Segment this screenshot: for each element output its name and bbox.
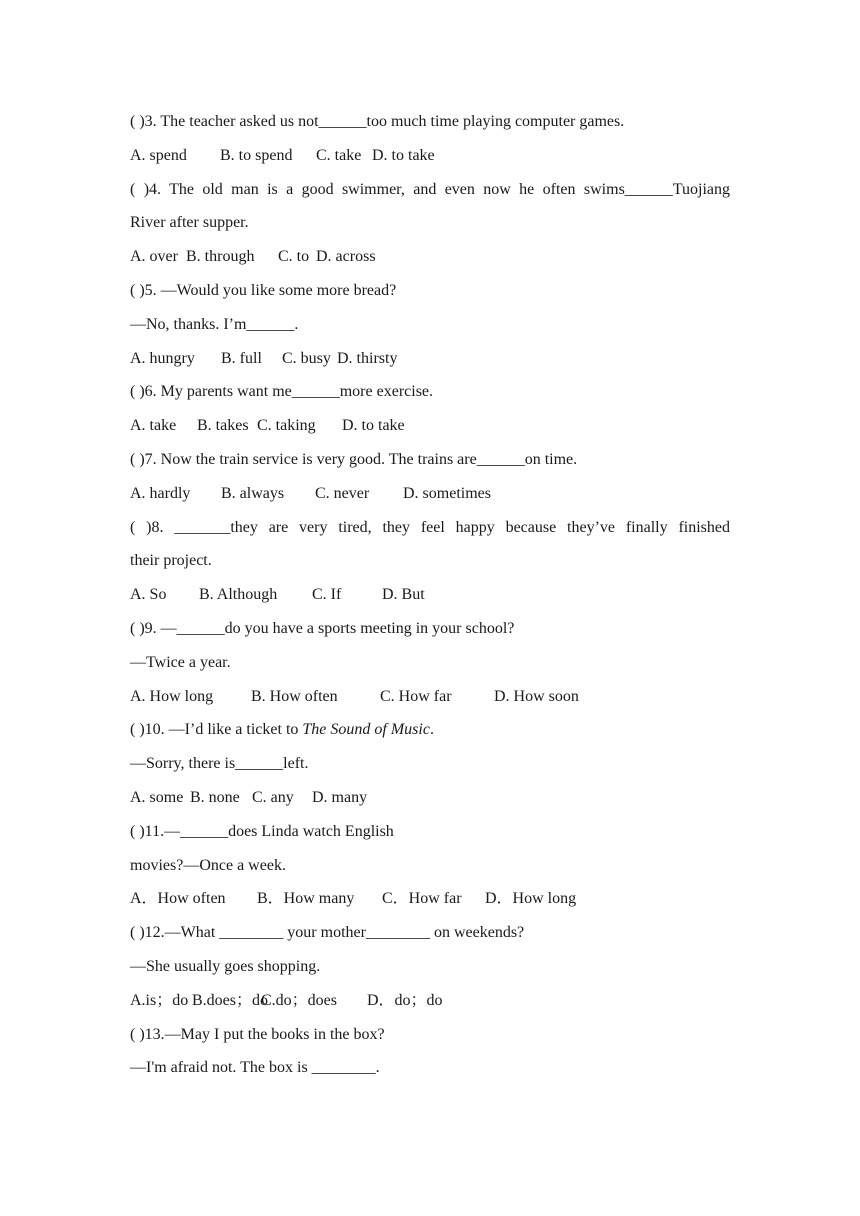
option-b: B．How many	[257, 890, 355, 908]
question-9-reply: —Twice a year.	[130, 653, 231, 671]
question-9-stem: ( )9. —______do you have a sports meeting in your school?	[130, 619, 515, 637]
question-4-stem-cont: River after supper.	[130, 214, 249, 232]
option-c: C.do；does	[261, 991, 338, 1009]
option-b: B. through	[186, 248, 255, 266]
option-c: C. How far	[380, 687, 452, 705]
question-7-options	[130, 477, 730, 511]
question-10-title: The Sound of Music	[302, 721, 430, 739]
question-10-options	[130, 781, 730, 815]
question-12-stem: ( )12.—What ________ your mother________ on weekends?	[130, 924, 525, 942]
option-a: A.is；do	[130, 991, 189, 1009]
question-5-options	[130, 342, 730, 376]
question-11-options	[130, 882, 730, 916]
worksheet	[130, 105, 730, 1085]
option-c: C. any	[252, 788, 294, 806]
option-a: A. How long	[130, 687, 214, 705]
option-b: B. full	[221, 349, 262, 367]
option-b: B. to spend	[220, 146, 293, 164]
option-c: C. taking	[257, 417, 316, 435]
option-d: D．How long	[485, 890, 577, 908]
option-a: A. some	[130, 788, 184, 806]
option-a: A. hardly	[130, 484, 191, 502]
question-13-stem: ( )13.—May I put the books in the box?	[130, 1025, 385, 1043]
option-b: B.does；do	[192, 991, 269, 1009]
option-d: D．do；do	[367, 991, 443, 1009]
question-3-stem: ( )3. The teacher asked us not______too much time playing computer games.	[130, 113, 625, 130]
option-b: B. takes	[197, 417, 249, 435]
option-b: B. How often	[251, 687, 338, 705]
option-c: C. take	[316, 146, 362, 164]
option-c: C. to	[278, 248, 310, 266]
question-3-options	[130, 139, 730, 173]
question-12-reply: —She usually goes shopping.	[130, 957, 321, 975]
option-a: A. hungry	[130, 349, 195, 367]
question-10-suffix: .	[429, 721, 434, 739]
option-d: D. But	[382, 586, 425, 604]
option-c: C. never	[315, 484, 370, 502]
option-a: A. So	[130, 586, 167, 604]
question-13-reply: —I'm afraid not. The box is ________.	[130, 1059, 380, 1077]
option-d: D. sometimes	[403, 484, 491, 502]
option-c: C. busy	[282, 349, 331, 367]
option-d: D. many	[312, 788, 368, 806]
question-10-reply: —Sorry, there is______left.	[130, 755, 309, 773]
option-a: A. spend	[130, 146, 187, 164]
question-11-stem-cont: movies?—Once a week.	[130, 856, 286, 874]
option-b: B. always	[221, 484, 285, 502]
question-8-stem: ( )8. _______they are very tired, they feel happy because they’ve finally finished	[130, 518, 730, 536]
question-11-stem: ( )11.—______does Linda watch English	[130, 822, 394, 840]
option-c: C. If	[312, 586, 342, 604]
question-10-prefix: ( )10. —I’d like a ticket to	[130, 721, 303, 739]
option-a: A. take	[130, 417, 177, 435]
option-d: D. across	[316, 248, 376, 266]
option-b: B. Although	[199, 586, 278, 604]
question-10-stem	[130, 713, 730, 747]
option-d: D. to take	[372, 146, 435, 164]
question-5-stem: ( )5. —Would you like some more bread?	[130, 281, 397, 299]
question-8-options	[130, 578, 730, 612]
question-6-stem: ( )6. My parents want me______more exercise.	[130, 383, 434, 401]
question-8-stem-cont: their project.	[130, 552, 212, 570]
option-d: D. to take	[342, 417, 405, 435]
option-d: D. How soon	[494, 687, 579, 705]
question-12-options	[130, 984, 730, 1018]
option-d: D. thirsty	[337, 349, 398, 367]
option-b: B. none	[190, 788, 240, 806]
question-6-options	[130, 409, 730, 443]
question-4-stem: ( )4. The old man is a good swimmer, and even now he often swims______Tuojiang	[130, 180, 730, 198]
option-a: A．How often	[130, 890, 226, 908]
option-c: C．How far	[382, 890, 462, 908]
question-7-stem: ( )7. Now the train service is very good. The trains are______on time.	[130, 450, 578, 468]
question-5-reply: —No, thanks. I’m______.	[130, 315, 299, 333]
question-9-options	[130, 680, 730, 714]
option-a: A. over	[130, 248, 178, 266]
question-4-options	[130, 240, 730, 274]
